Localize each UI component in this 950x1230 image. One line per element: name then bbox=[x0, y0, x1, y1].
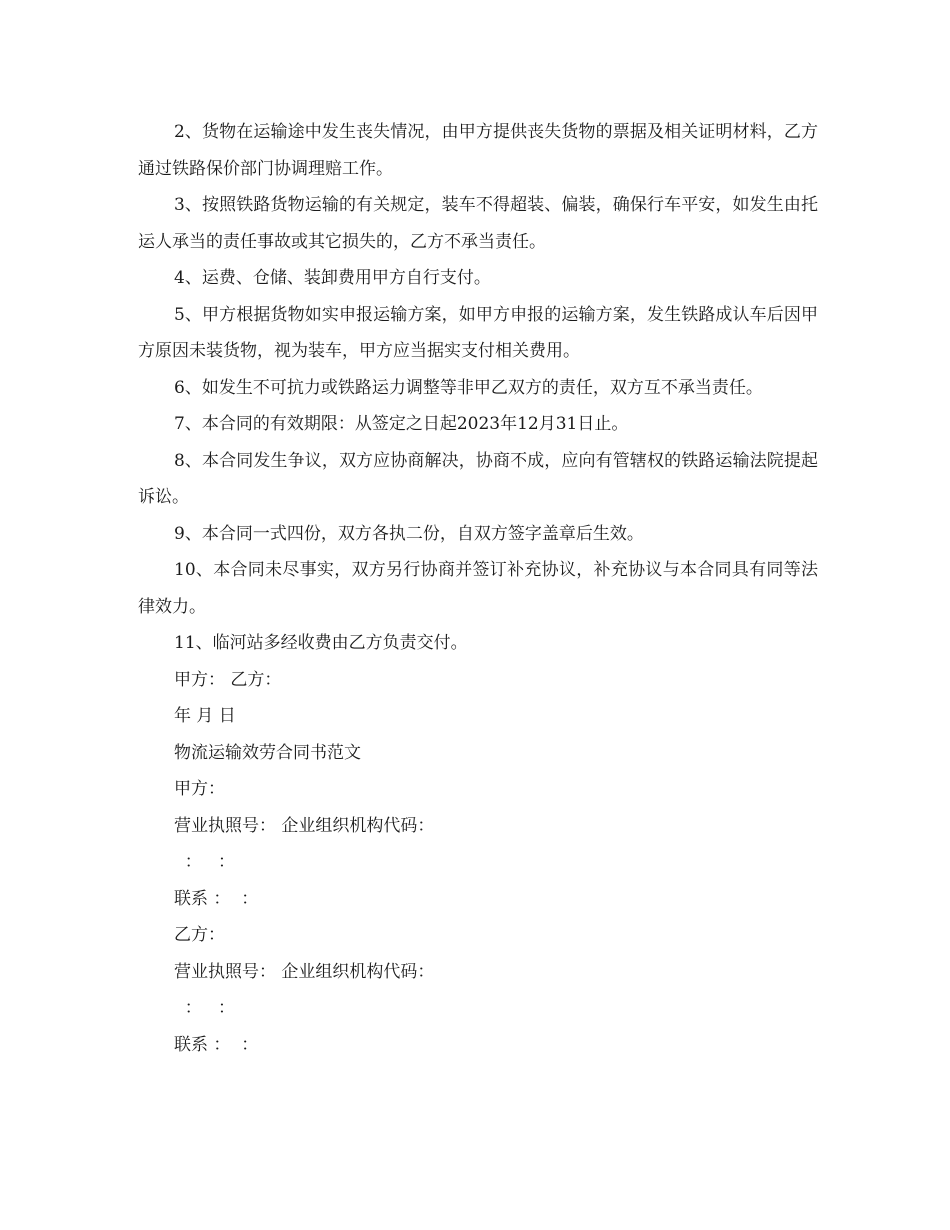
clause-6: 6、如发生不可抗力或铁路运力调整等非甲乙双方的责任，双方互不承当责任。 bbox=[174, 377, 763, 398]
clause-3: 3、按照铁路货物运输的有关规定，装车不得超装、偏装，确保行车平安，如发生由托运人承当的责任事故或其它损失的，乙方不承当责任。 bbox=[138, 195, 818, 252]
clause-5: 5、甲方根据货物如实申报运输方案，如甲方申报的运输方案，发生铁路成认车后因甲方原因未装货物，视为装车，甲方应当据实支付相关费用。 bbox=[138, 304, 818, 361]
clause-7: 7、本合同的有效期限：从签定之日起2023年12月31日止。 bbox=[174, 414, 629, 434]
party-a-label: 甲方： bbox=[174, 779, 225, 799]
party-b-label: 乙方： bbox=[174, 925, 225, 945]
party-a-contact-line: 联系 ： ： bbox=[174, 888, 259, 909]
party-b-blank-line: ： ： bbox=[174, 998, 236, 1018]
party-b-contact-line: 联系 ： ： bbox=[174, 1034, 259, 1055]
clause-4: 4、运费、仓储、装卸费用甲方自行支付。 bbox=[174, 268, 491, 288]
sample-title: 物流运输效劳合同书范文 bbox=[174, 742, 361, 763]
contract-body bbox=[138, 114, 818, 1063]
clause-2: 2、货物在运输途中发生丧失情况，由甲方提供丧失货物的票据及相关证明材料，乙方通过铁路保价部门协调理赔工作。 bbox=[138, 122, 818, 179]
party-a-license-line: 营业执照号： 企业组织机构代码： bbox=[174, 815, 435, 836]
clause-10: 10、本合同未尽事实，双方另行协商并签订补充协议，补充协议与本合同具有同等法律效力。 bbox=[138, 560, 818, 617]
clause-9: 9、本合同一式四份，双方各执二份，自双方签字盖章后生效。 bbox=[174, 523, 644, 544]
party-a-blank-line: ： ： bbox=[174, 852, 236, 872]
clause-8: 8、本合同发生争议，双方应协商解决，协商不成，应向有管辖权的铁路运输法院提起诉讼。 bbox=[138, 450, 818, 507]
signature-line: 甲方： 乙方： bbox=[174, 669, 282, 690]
clause-11: 11、临河站多经收费由乙方负责交付。 bbox=[174, 633, 468, 653]
date-line: 年 月 日 bbox=[174, 706, 236, 726]
party-b-license-line: 营业执照号： 企业组织机构代码： bbox=[174, 961, 435, 982]
